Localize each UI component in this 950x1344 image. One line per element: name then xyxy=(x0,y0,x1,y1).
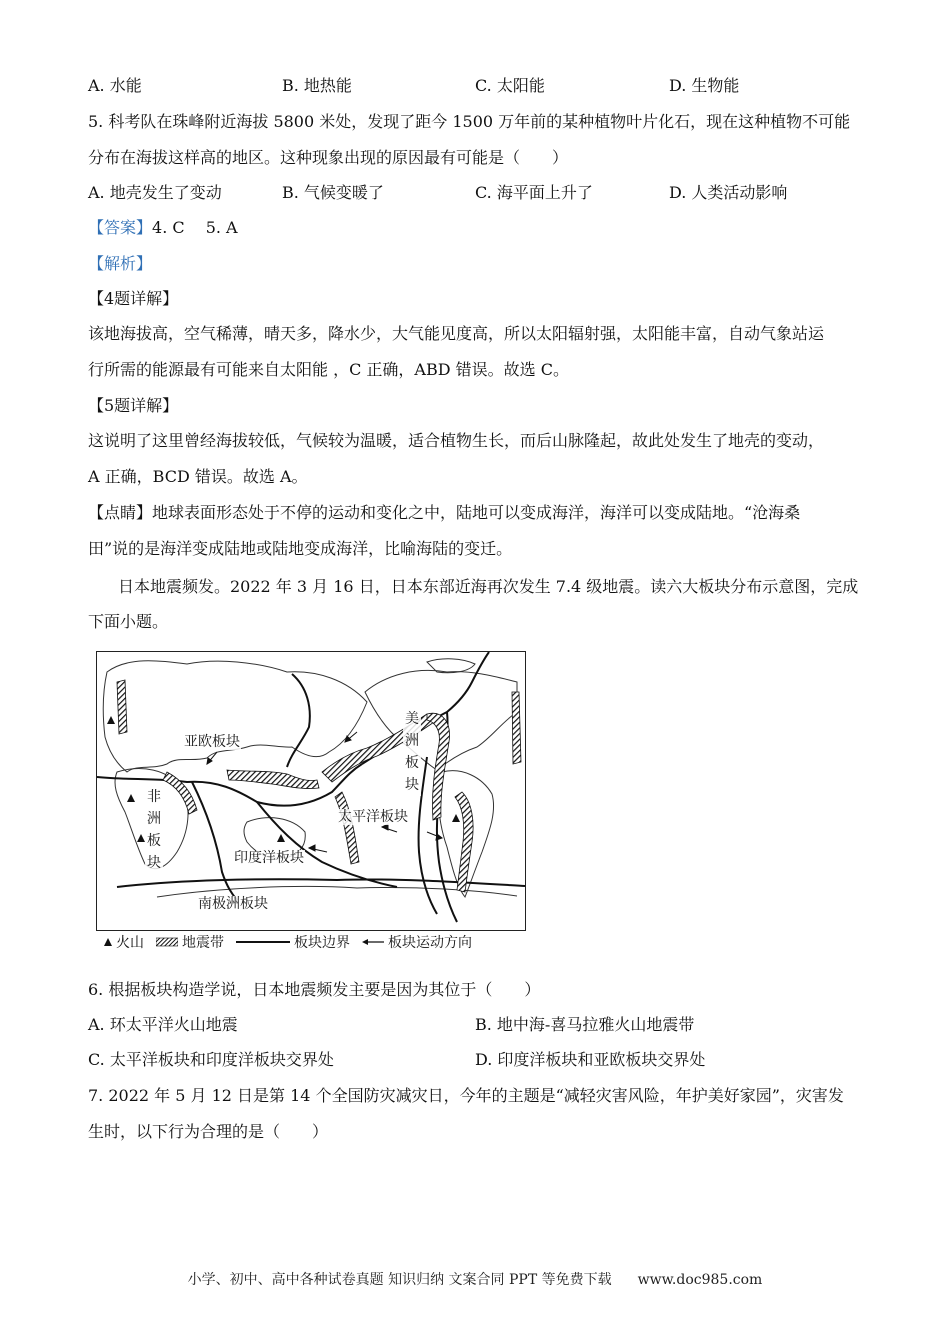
legend-volcano: 火山 xyxy=(116,935,144,951)
footer-text: 小学、初中、高中各种试卷真题 知识归纳 文案合同 PPT 等免费下载 xyxy=(187,1272,612,1288)
q7-stem-line1: 7. 2022 年 5 月 12 日是第 14 个全国防灾减灾日，今年的主题是“减轻灾害风险，年护美好家园”，灾害发 xyxy=(88,1086,844,1105)
label-pacific-plate: 太平洋板块 xyxy=(338,809,408,825)
intro-line1: 日本地震频发。2022 年 3 月 16 日，日本东部近海再次发生 7.4 级地震。读六大板块分布示意图，完成 xyxy=(118,577,859,596)
answer-text: 4. C 5. A xyxy=(152,218,238,237)
tip-line2: 田”说的是海洋变成陆地或陆地变成海洋，比喻海陆的变迁。 xyxy=(88,539,513,558)
plate-map xyxy=(96,651,526,931)
answer-line xyxy=(88,217,238,239)
label-eurasian-plate: 亚欧板块 xyxy=(184,734,240,750)
legend-plate-motion: 板块运动方向 xyxy=(388,935,472,951)
detail5-title: 【5题详解】 xyxy=(88,396,179,415)
legend-seismic-belt: 地震带 xyxy=(182,935,224,951)
q6-option-a: A. 环太平洋火山地震 xyxy=(88,1015,238,1034)
page-footer xyxy=(0,1269,950,1289)
q6-stem: 6. 根据板块构造学说，日本地震频发主要是因为其位于（ ） xyxy=(88,980,541,999)
q4-option-c: C. 太阳能 xyxy=(475,76,545,95)
seismic-belt-icon xyxy=(156,937,178,947)
q6-option-c: C. 太平洋板块和印度洋板块交界处 xyxy=(88,1050,334,1069)
intro-line2: 下面小题。 xyxy=(88,612,169,631)
q6-option-b: B. 地中海-喜马拉雅火山地震带 xyxy=(475,1015,695,1034)
q5-option-a: A. 地壳发生了变动 xyxy=(88,183,222,202)
plate-boundary-icon xyxy=(236,937,290,947)
detail4-line2: 行所需的能源最有可能来自太阳能 ，C 正确，ABD 错误。故选 C。 xyxy=(88,360,569,379)
label-american-plate: 美洲板块 xyxy=(403,708,421,796)
analysis-tag: 【解析】 xyxy=(88,254,153,273)
label-antarctic-plate: 南极洲板块 xyxy=(198,896,268,912)
q5-option-d: D. 人类活动影响 xyxy=(669,183,788,202)
volcano-icon xyxy=(104,937,112,947)
legend-plate-boundary: 板块边界 xyxy=(294,935,350,951)
answer-tag: 【答案】 xyxy=(88,218,153,237)
q5-option-b: B. 气候变暖了 xyxy=(282,183,384,202)
footer-site[interactable]: www.doc985.com xyxy=(637,1272,763,1288)
detail5-line2: A 正确，BCD 错误。故选 A。 xyxy=(88,467,308,486)
q6-option-d: D. 印度洋板块和亚欧板块交界处 xyxy=(475,1050,706,1069)
q5-stem-line1: 5. 科考队在珠峰附近海拔 5800 米处，发现了距今 1500 万年前的某种植物叶片化石，现在这种植物不可能 xyxy=(88,112,851,131)
q4-option-b: B. 地热能 xyxy=(282,76,352,95)
label-indian-plate: 印度洋板块 xyxy=(234,850,304,866)
detail4-line1: 该地海拔高，空气稀薄，晴天多，降水少，大气能见度高，所以太阳辐射强，太阳能丰富，自动气象站运 xyxy=(88,324,825,343)
tip-line1: 【点睛】地球表面形态处于不停的运动和变化之中，陆地可以变成海洋，海洋可以变成陆地。“沧海桑 xyxy=(88,503,801,522)
label-african-plate: 非洲板块 xyxy=(145,786,163,874)
q4-option-a: A. 水能 xyxy=(88,76,142,95)
map-legend xyxy=(104,932,534,952)
q7-stem-line2: 生时，以下行为合理的是（ ） xyxy=(88,1122,329,1141)
q5-stem-line2: 分布在海拔这样高的地区。这种现象出现的原因最有可能是（ ） xyxy=(88,148,569,167)
arrow-left-icon xyxy=(362,937,384,947)
detail4-title: 【4题详解】 xyxy=(88,289,179,308)
q5-option-c: C. 海平面上升了 xyxy=(475,183,593,202)
detail5-line1: 这说明了这里曾经海拔较低，气候较为温暖，适合植物生长，而后山脉隆起，故此处发生了地壳的变动， xyxy=(88,431,825,450)
q4-option-d: D. 生物能 xyxy=(669,76,740,95)
